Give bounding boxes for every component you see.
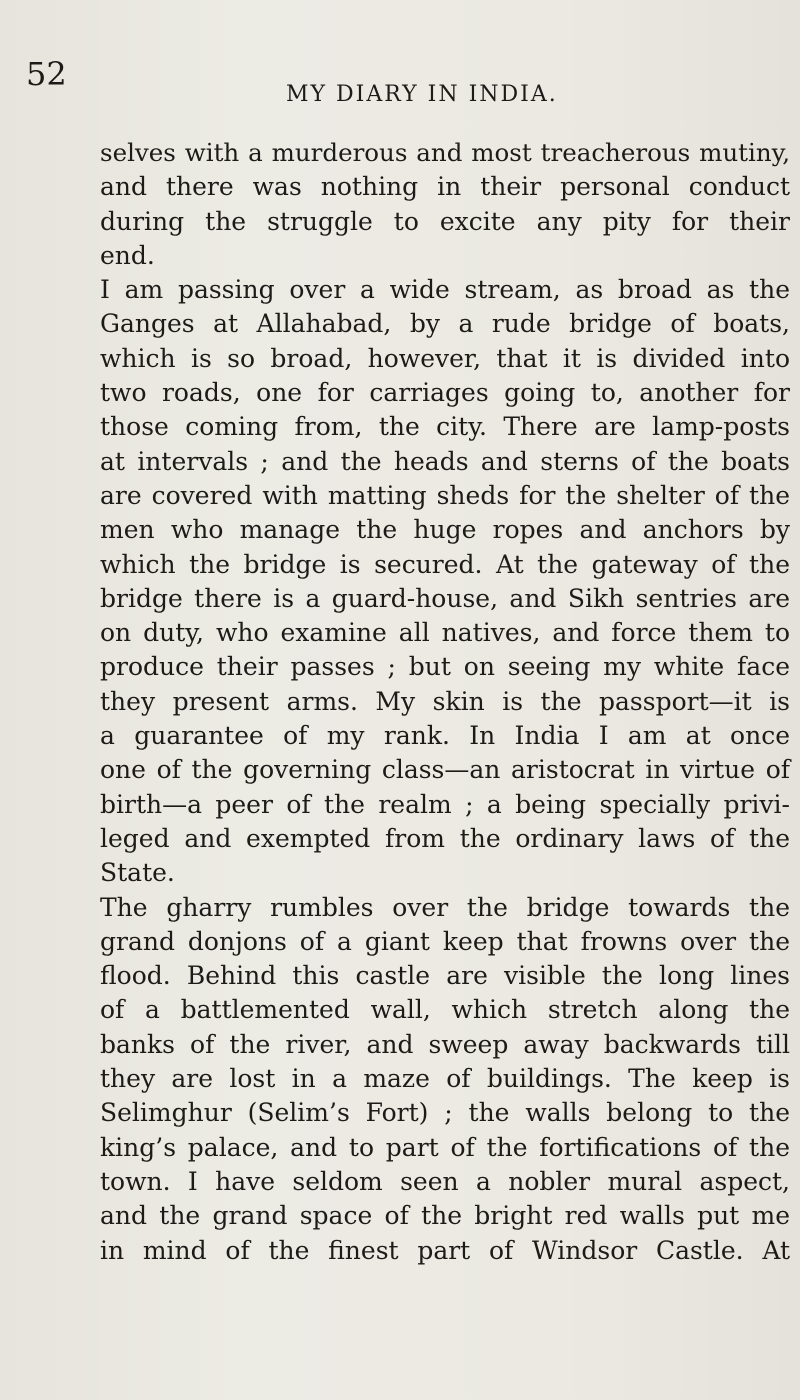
text-line: birth—a peer of the realm ; a being specially privi- [100, 789, 790, 819]
text-line: are covered with matting sheds for the shelter of the [100, 480, 790, 510]
text-line: one of the governing class—an aristocrat in virtue of [100, 755, 790, 785]
text-line: The gharry rumbles over the bridge towards the [100, 892, 790, 922]
text-line: and the grand space of the bright red walls put me [100, 1201, 790, 1231]
text-line: they present arms. My skin is the passport—it is [100, 686, 790, 716]
text-line: which is so broad, however, that it is divided into [100, 343, 790, 373]
text-line: produce their passes ; but on seeing my white face [100, 652, 790, 682]
text-line: leged and exempted from the ordinary laws of the [100, 823, 790, 853]
page-number: 52 [26, 55, 67, 93]
text-line: at intervals ; and the heads and sterns of the boats [100, 446, 790, 476]
text-line: two roads, one for carriages going to, another for [100, 378, 790, 408]
text-line: they are lost in a maze of buildings. The keep is [100, 1064, 790, 1094]
text-line: Selimghur (Selim’s Fort) ; the walls belong to the [100, 1098, 790, 1128]
text-line: grand donjons of a giant keep that frowns over the [100, 926, 790, 956]
text-line: and there was nothing in their personal conduct [100, 172, 790, 202]
text-line: of a battlemented wall, which stretch along the [100, 995, 790, 1025]
text-line: town. I have seldom seen a nobler mural aspect, [100, 1166, 790, 1196]
text-line: bridge there is a guard-house, and Sikh sentries are [100, 583, 790, 613]
text-line: which the bridge is secured. At the gateway of the [100, 549, 790, 579]
text-line: a guarantee of my rank. In India I am at once [100, 721, 790, 751]
text-line: king’s palace, and to part of the fortifications of the [100, 1132, 790, 1162]
text-line: end. [100, 240, 155, 270]
text-line: on duty, who examine all natives, and force them to [100, 618, 790, 648]
text-line: selves with a murderous and most treacherous mutiny, [100, 138, 790, 167]
text-line: Ganges at Allahabad, by a rude bridge of boats, [100, 309, 790, 339]
running-head: MY DIARY IN INDIA. [286, 82, 558, 107]
text-line: in mind of the finest part of Windsor Castle. At [100, 1235, 790, 1265]
text-line: State. [100, 858, 175, 888]
text-line: men who manage the huge ropes and anchors by [100, 515, 790, 545]
body-text [100, 136, 790, 1268]
text-line: I am passing over a wide stream, as broad as the [100, 275, 790, 305]
text-line: banks of the river, and sweep away backwards till [100, 1029, 790, 1059]
text-line: those coming from, the city. There are lamp-posts [100, 412, 790, 442]
text-line: flood. Behind this castle are visible the long lines [100, 961, 790, 991]
text-line: during the struggle to excite any pity for their [100, 206, 790, 236]
